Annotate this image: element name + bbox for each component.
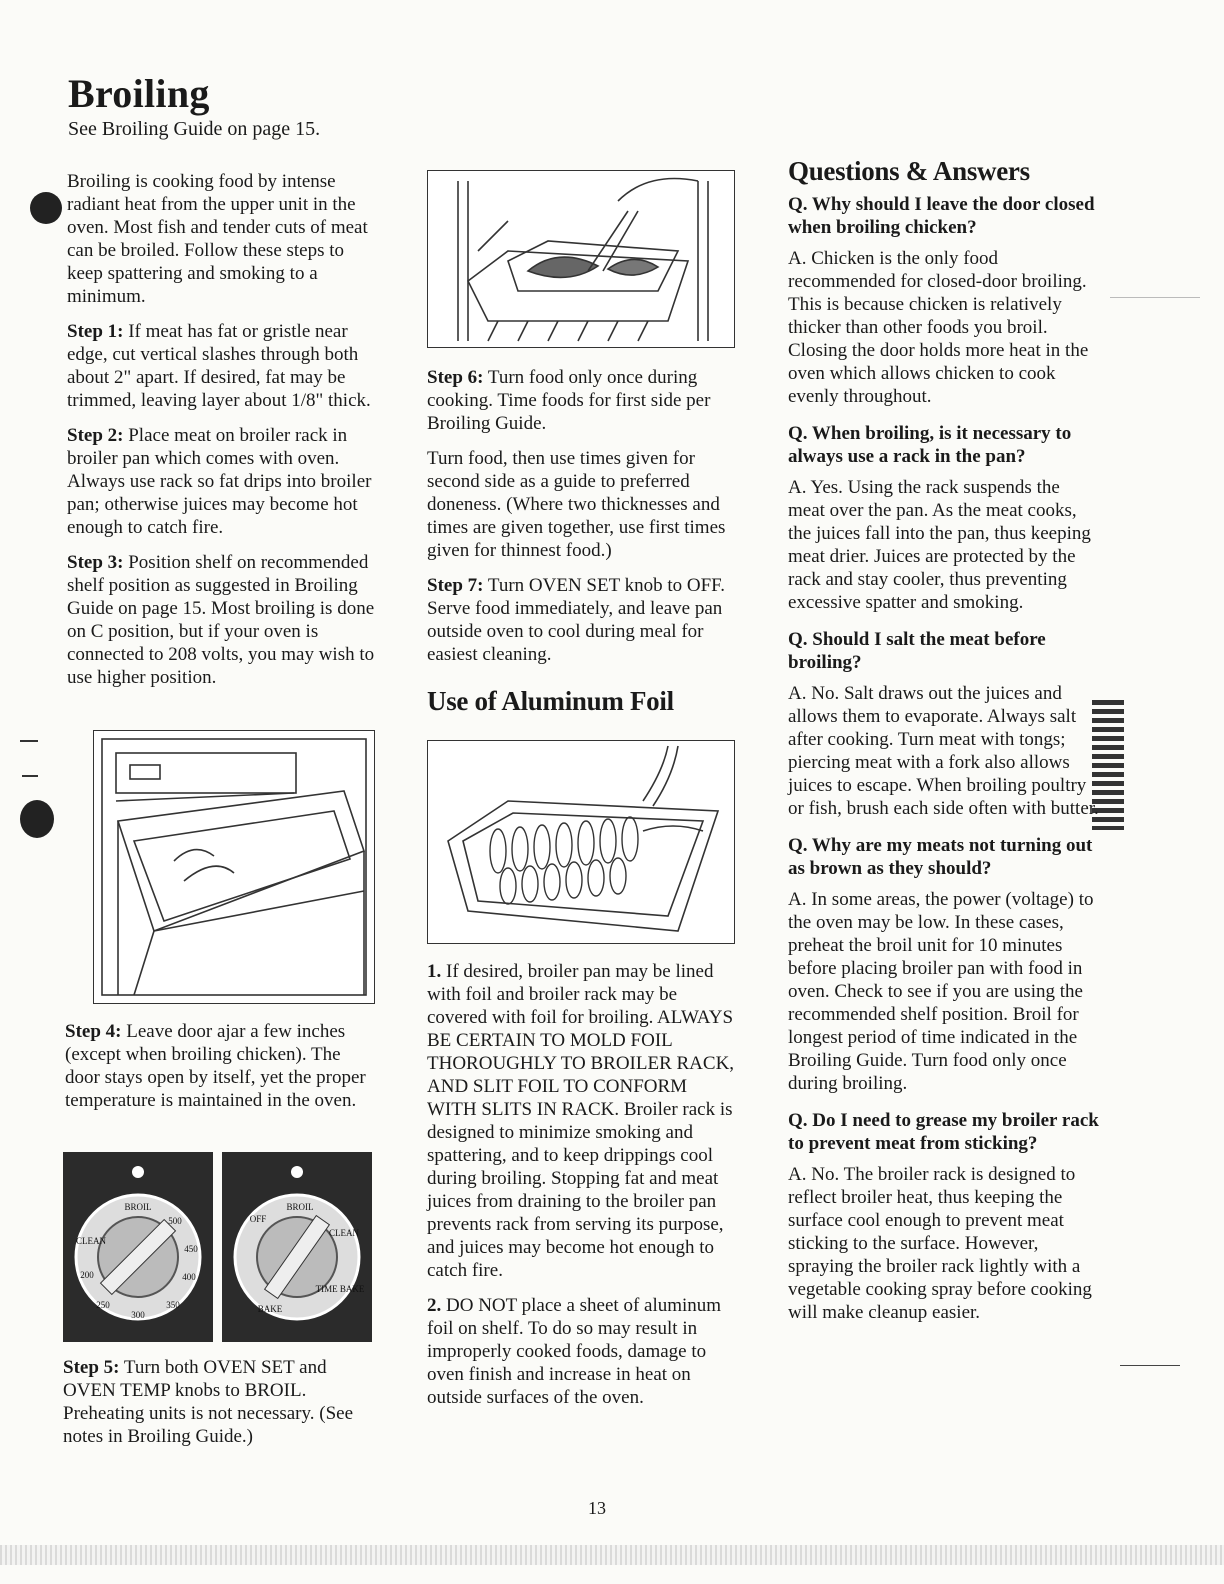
oven-door-illustration xyxy=(93,730,375,1004)
dial-label: OFF xyxy=(249,1214,267,1224)
scan-artifact xyxy=(1120,1365,1180,1366)
question: Q. Should I salt the meat before broiling? xyxy=(788,629,1046,673)
answer: A. No. Salt draws out the juices and allows them to evaporate. Always salt after cooking. Turn meat with tongs; piercing meat with a fork also allows juices to escape. When broiling poultry or fish, brush each side often with butter. xyxy=(788,683,1099,819)
step-5: Step 5: Turn both OVEN SET and OVEN TEMP knobs to BROIL. Preheating units is not necessary. (See notes in Broiling Guide.) xyxy=(63,1357,354,1447)
step-5-block xyxy=(63,1356,383,1460)
step-4-block xyxy=(65,1020,380,1124)
binder-hole-top xyxy=(30,192,62,224)
broiler-rack-drawing xyxy=(428,171,734,347)
answer: A. No. The broiler rack is designed to reflect broiler heat, thus keeping the surface cool enough to prevent meat sticking to the surface. However, spraying the broiler rack lightly with a vegetable cooking spray before cooking will make cleanup easier. xyxy=(788,1164,1092,1323)
step-2: Step 2: Place meat on broiler rack in broiler pan which comes with oven. Always use rack so fat drips into broiler pan; otherwise juices may become hot enough to catch fire. xyxy=(67,425,372,538)
oven-temp-dial xyxy=(63,1152,213,1342)
step-7: Step 7: Turn OVEN SET knob to OFF. Serve food immediately, and leave pan outside oven to cool during meal for easiest cleaning. xyxy=(427,575,725,665)
answer: A. In some areas, the power (voltage) to the oven may be low. In these cases, preheat the broil unit for 10 minutes before placing broiler pan with food in oven. Check to see if you are using the recommended shelf position. Broil for longest period of time indicated in the Broiling Guide. Turn food only once during broiling. xyxy=(788,889,1094,1094)
step-6-continued: Turn food, then use times given for second side as a guide to preferred doneness. (Where two thicknesses and times are given together, use first times given for thinnest food.) xyxy=(427,448,726,561)
page-number: 13 xyxy=(588,1498,606,1518)
dial-label: 450 xyxy=(184,1244,198,1254)
question: Q. Why are my meats not turning out as brown as they should? xyxy=(788,835,1093,879)
answer: A. Yes. Using the rack suspends the meat over the pan. As the meat cooks, the juices fall into the pan, thus keeping meat drier. Juices are protected by the rack and stay cooler, thus preventing excessive spatter and smoking. xyxy=(788,477,1091,613)
broiler-rack-illustration xyxy=(427,170,735,348)
dial-label: BROIL xyxy=(124,1202,152,1212)
dial-label: 300 xyxy=(131,1310,145,1320)
dial-label: BAKE xyxy=(257,1304,283,1314)
answer: A. Chicken is the only food recommended for closed-door broiling. This is because chicken is relatively thicker than other foods you broil. Closing the door holds more heat in the oven which allows chicken to cook evenly throughout. xyxy=(788,248,1089,407)
foil-section-heading: Use of Aluminum Foil xyxy=(427,686,674,716)
foil-step-1: 1. If desired, broiler pan may be lined with foil and broiler rack may be covered with foil for broiling. ALWAYS BE CERTAIN TO MOLD FOIL THOROUGHLY TO BROILER RACK, AND SLIT FOIL TO CONFORM WITH SLITS IN RACK. Broiler rack is designed to minimize smoking and spattering, and to keep drippings cool during broiling. Stopping fat and meat juices from draining to the broiler pan prevents rack from serving its purpose, and juices may become hot enough to catch fire. xyxy=(427,961,735,1281)
question: Q. Why should I leave the door closed when broiling chicken? xyxy=(788,194,1095,238)
step-6: Step 6: Turn food only once during cooking. Time foods for first side per Broiling Guide. xyxy=(427,367,711,434)
foil-pan-illustration xyxy=(427,740,735,944)
qa-heading: Questions & Answers xyxy=(788,156,1030,186)
scan-artifact xyxy=(1110,297,1200,298)
list-number: 2. xyxy=(427,1295,442,1316)
intro-paragraph: Broiling is cooking food by intense radiant heat from the upper unit in the oven. Most fish and tender cuts of meat can be broiled. Follow these steps to keep spattering and smoking to a minimum. xyxy=(67,171,368,307)
step-3: Step 3: Position shelf on recommended shelf position as suggested in Broiling Guide on page 15. Most broiling is done on C position, but if your oven is connected to 208 volts, you may wish to use higher position. xyxy=(67,552,375,688)
margin-mark xyxy=(20,740,38,742)
dial-label: 400 xyxy=(182,1272,196,1282)
page-title: Broiling xyxy=(68,71,210,116)
dial-label: CLEAN xyxy=(329,1228,359,1238)
page-subtitle: See Broiling Guide on page 15. xyxy=(68,118,321,140)
margin-mark xyxy=(22,775,38,777)
step-label: Step 4: xyxy=(65,1021,122,1042)
foil-step-2: 2. DO NOT place a sheet of aluminum foil on shelf. To do so may result in improperly cooked foods, damage to oven finish and increase in heat on outside surfaces of the oven. xyxy=(427,1295,722,1408)
binder-hole-middle xyxy=(20,800,54,838)
step-1: Step 1: If meat has fat or gristle near edge, cut vertical slashes through both about 2" apart. If desired, fat may be trimmed, leaving layer about 1/8" thick. xyxy=(67,321,371,411)
step-label: Step 7: xyxy=(427,575,484,596)
list-number: 1. xyxy=(427,961,442,982)
question: Q. Do I need to grease my broiler rack to prevent meat from sticking? xyxy=(788,1110,1099,1154)
middle-column xyxy=(427,366,737,678)
step-label: Step 3: xyxy=(67,552,124,573)
question: Q. When broiling, is it necessary to always use a rack in the pan? xyxy=(788,423,1072,467)
foil-instructions xyxy=(427,960,739,1421)
step-label: Step 5: xyxy=(63,1357,120,1378)
dial-label: 250 xyxy=(96,1300,110,1310)
dial-label: TIME BAKE xyxy=(315,1284,365,1294)
dial-label: 350 xyxy=(166,1300,180,1310)
left-column xyxy=(67,170,382,701)
foil-pan-drawing xyxy=(428,741,734,943)
step-label: Step 6: xyxy=(427,367,484,388)
qa-column xyxy=(788,156,1100,1338)
step-label: Step 2: xyxy=(67,425,124,446)
oven-set-knob-photo xyxy=(63,1152,213,1342)
dial-label: CLEAN xyxy=(76,1236,106,1246)
dial-label: 500 xyxy=(168,1216,182,1226)
dial-label: BROIL xyxy=(286,1202,314,1212)
scan-artifact xyxy=(0,1545,1224,1565)
oven-temp-knob-photo xyxy=(222,1152,372,1342)
oven-set-dial xyxy=(222,1152,372,1342)
dial-label: 200 xyxy=(80,1270,94,1280)
oven-door-drawing xyxy=(94,731,374,1003)
step-label: Step 1: xyxy=(67,321,124,342)
step-4: Step 4: Leave door ajar a few inches (except when broiling chicken). The door stays open by itself, yet the proper temperature is maintained in the oven. xyxy=(65,1021,366,1111)
